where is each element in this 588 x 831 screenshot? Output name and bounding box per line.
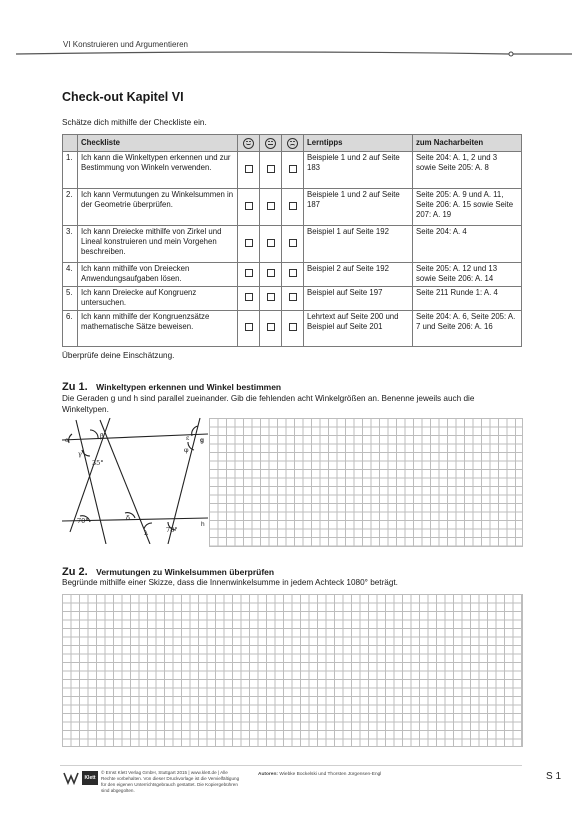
checkbox-neutral[interactable] (267, 293, 275, 301)
checkbox-happy[interactable] (245, 269, 253, 277)
checkbox-happy[interactable] (245, 202, 253, 210)
label-h: h (201, 521, 205, 528)
checkbox-sad[interactable] (289, 202, 297, 210)
line-left-diag-2 (70, 418, 110, 532)
authors-label: Autoren: (258, 772, 278, 777)
checkbox-sad[interactable] (289, 293, 297, 301)
row-practice: Seite 204: A. 4 (413, 226, 522, 263)
label-78: 78° (166, 526, 178, 534)
checkbox-neutral[interactable] (267, 323, 275, 331)
label-epsilon: ε (186, 434, 190, 442)
label-alpha: α (65, 436, 70, 444)
checkbox-neutral[interactable] (267, 165, 275, 173)
checkbox-happy[interactable] (245, 239, 253, 247)
label-gamma: γ (78, 450, 82, 458)
table-row (63, 311, 522, 347)
table-row (63, 263, 522, 287)
section-title: Vermutungen zu Winkelsummen überprüfen (96, 567, 275, 577)
row-practice: Seite 204: A. 1, 2 und 3 sowie Seite 205: A. 8 (413, 152, 522, 189)
row-number: 4. (63, 263, 78, 287)
checkbox-neutral[interactable] (267, 269, 275, 277)
row-tips: Beispiele 1 und 2 auf Seite 187 (304, 189, 413, 226)
row-item: Ich kann Dreiecke auf Kongruenz untersuchen. (78, 287, 238, 311)
row-number: 5. (63, 287, 78, 311)
checkbox-happy[interactable] (245, 293, 253, 301)
footer-rule (60, 765, 522, 766)
page-title: Check-out Kapitel VI (62, 90, 184, 104)
checkbox-sad[interactable] (289, 239, 297, 247)
section-label: Zu 1. (62, 381, 88, 393)
line-middle-diag (100, 420, 150, 544)
section-label: Zu 2. (62, 566, 88, 578)
row-tips: Beispiel auf Seite 197 (304, 287, 413, 311)
checkbox-happy[interactable] (245, 165, 253, 173)
row-tips: Beispiele 1 und 2 auf Seite 183 (304, 152, 413, 189)
table-row (63, 287, 522, 311)
row-item: Ich kann Dreiecke mithilfe von Zirkel und Lineal konstruieren und mein Vorgehen beschreiben. (78, 226, 238, 263)
checkbox-neutral[interactable] (267, 239, 275, 247)
row-item: Ich kann mithilfe von Dreiecken Anwendungsaufgaben lösen. (78, 263, 238, 287)
smiley-neutral-icon (265, 138, 276, 149)
label-35: 35° (92, 459, 104, 467)
label-70: 70° (77, 517, 89, 525)
answer-grid-1[interactable] (209, 418, 523, 547)
label-beta: β (100, 432, 104, 440)
header-rule (16, 51, 572, 57)
checkbox-neutral[interactable] (267, 202, 275, 210)
row-practice: Seite 211 Runde 1: A. 4 (413, 287, 522, 311)
checkbox-sad[interactable] (289, 269, 297, 277)
row-tips: Lehrtext auf Seite 200 und Beispiel auf Seite 201 (304, 311, 413, 347)
angle-figure (60, 412, 210, 544)
table-header-row (63, 135, 522, 152)
label-g: g (200, 437, 204, 444)
row-practice: Seite 204: A. 6, Seite 205: A. 7 und Seite 206: A. 16 (413, 311, 522, 347)
klett-logo-icon (62, 770, 80, 786)
checklist-table (62, 134, 522, 347)
row-practice: Seite 205: A. 9 und A. 11, Seite 206: A. 15 sowie Seite 207: A. 19 (413, 189, 522, 226)
header-checklist: Checkliste (78, 135, 238, 152)
page-number: S 1 (546, 771, 562, 782)
label-lambda: λ (144, 529, 149, 537)
header-practice: zum Nacharbeiten (413, 135, 522, 152)
label-phi: φ (184, 446, 189, 454)
row-tips: Beispiel 2 auf Seite 192 (304, 263, 413, 287)
header-happy (238, 135, 260, 152)
header-sad (282, 135, 304, 152)
running-header: VI Konstruieren und Argumentieren (63, 40, 188, 49)
checkbox-sad[interactable] (289, 323, 297, 331)
smiley-sad-icon (287, 138, 298, 149)
row-practice: Seite 205: A. 12 und 13 sowie Seite 206: A. 14 (413, 263, 522, 287)
label-delta: δ (126, 514, 130, 522)
footer-copyright: © Ernst Klett Verlag GmbH, Stuttgart 2015 | www.klett.de | Alle Rechte vorbehalten. Von dieser Druckvorlage ist die Vervielfältigung für den eigenen Unterrichtsgebrauch gestattet. Die Kopiergebühren sind abgegolten. (101, 770, 240, 793)
row-tips: Beispiel 1 auf Seite 192 (304, 226, 413, 263)
intro-text: Schätze dich mithilfe der Checkliste ein. (62, 118, 207, 127)
checkbox-happy[interactable] (245, 323, 253, 331)
section-zu1-text: Die Geraden g und h sind parallel zueinander. Gib die fehlenden acht Winkelgrößen an. Benenne jeweils auch die Winkeltypen. (62, 394, 475, 414)
row-number: 6. (63, 311, 78, 347)
answer-grid-2[interactable] (62, 594, 523, 747)
header-num (63, 135, 78, 152)
table-row (63, 226, 522, 263)
table-row (63, 189, 522, 226)
row-number: 3. (63, 226, 78, 263)
row-item: Ich kann mithilfe der Kongruenzsätze mathematische Sätze beweisen. (78, 311, 238, 347)
table-row (63, 152, 522, 189)
arc-beta (90, 430, 98, 439)
row-item: Ich kann die Winkeltypen erkennen und zur Bestimmung von Winkeln verwenden. (78, 152, 238, 189)
check-again-text: Überprüfe deine Einschätzung. (62, 351, 175, 360)
authors-names: Wiebke Bockelski und Thorsten Jürgensen-Engl (279, 772, 382, 777)
footer-authors (258, 772, 381, 777)
section-zu2-text: Begründe mithilfe einer Skizze, dass die Innenwinkelsumme in jedem Achteck 1080° beträgt. (62, 578, 398, 587)
row-number: 1. (63, 152, 78, 189)
klett-logo-text: Klett (82, 771, 98, 785)
checkbox-sad[interactable] (289, 165, 297, 173)
header-tips: Lerntipps (304, 135, 413, 152)
row-item: Ich kann Vermutungen zu Winkelsummen in der Geometrie überprüfen. (78, 189, 238, 226)
section-title: Winkeltypen erkennen und Winkel bestimmen (96, 382, 282, 392)
row-number: 2. (63, 189, 78, 226)
header-neutral (260, 135, 282, 152)
smiley-happy-icon (243, 138, 254, 149)
